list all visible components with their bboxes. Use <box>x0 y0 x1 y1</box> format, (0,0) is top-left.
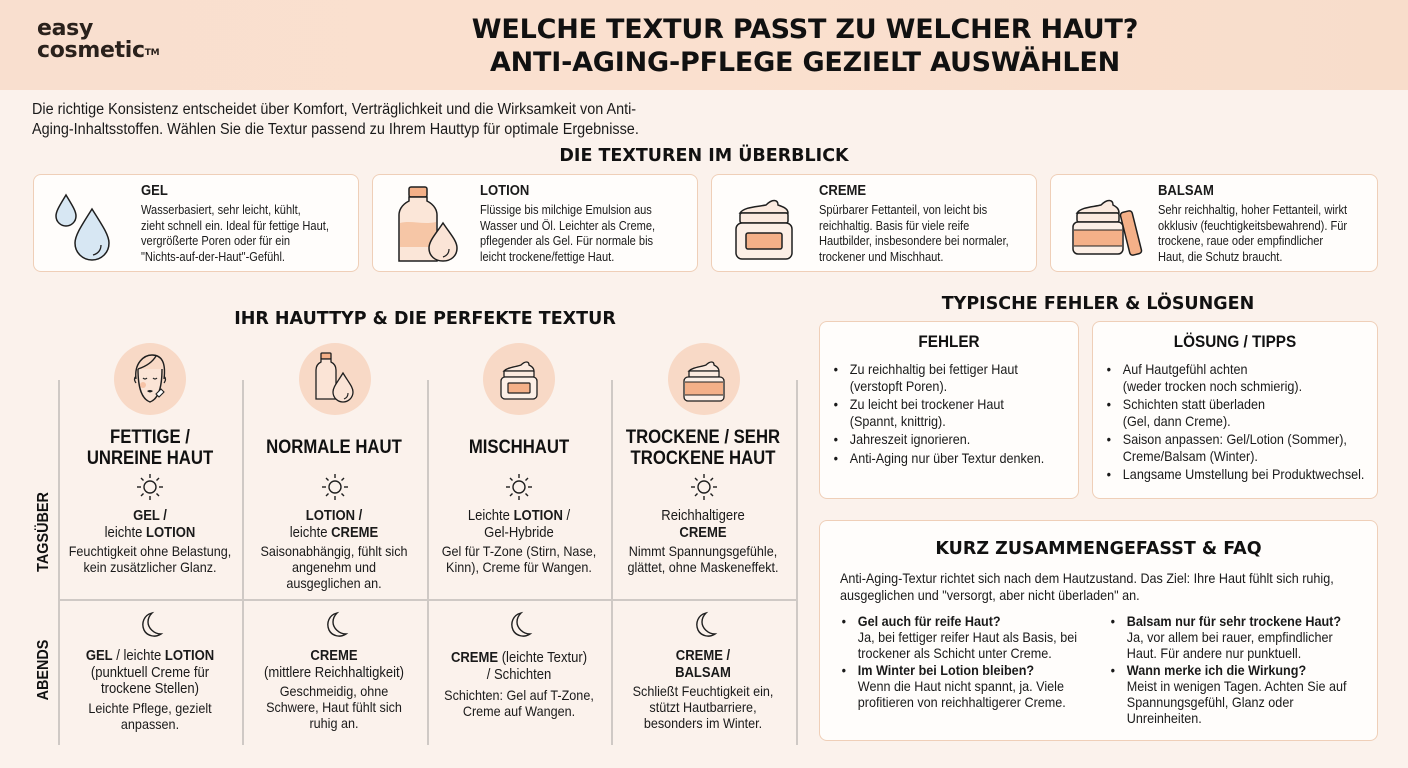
skin-icon-circle <box>483 343 555 415</box>
sun-icon <box>504 472 534 502</box>
list-item <box>1103 431 1364 464</box>
texture-description <box>1158 203 1369 265</box>
grid-divider <box>611 380 613 745</box>
errors-list <box>830 361 1044 468</box>
desc-line: Schichten: Gel auf T-Zone, <box>444 687 594 703</box>
skin-type-section-title: IHR HAUTTYP & DIE PERFEKTE TEXTUR <box>234 309 616 329</box>
moon-icon <box>320 610 350 640</box>
solutions-title: LÖSUNG / TIPPS <box>1173 332 1297 351</box>
cream-jar-icon <box>726 185 804 263</box>
skin-type-title-combination <box>438 437 600 458</box>
desc-line: Haut, die Schutz braucht. <box>1158 249 1283 264</box>
faq-question: • Im Winter bei Lotion bleiben? <box>857 661 1035 678</box>
balm-jar-open-icon <box>1065 185 1143 263</box>
texture-name: LOTION <box>480 183 530 199</box>
item-line: (weder trocken noch schmierig). <box>1122 377 1303 394</box>
page-title-line1: WELCHE TEXTUR PASST ZU WELCHER HAUT? <box>471 14 1139 45</box>
desc-line: kein zusätzlicher Glanz. <box>83 559 217 575</box>
water-drops-icon <box>48 185 126 263</box>
rec-bold: CREME <box>679 524 727 541</box>
rec-bold: CREME / <box>675 648 731 664</box>
skin-type-title-dry <box>622 427 784 469</box>
row-label-day: TAGSÜBER <box>35 492 52 572</box>
texture-description <box>480 203 691 265</box>
item-line: • Saison anpassen: Gel/Lotion (Sommer), <box>1122 431 1347 447</box>
faq-answer: Ja, bei fettiger reifer Haut als Basis, bei <box>857 629 1078 646</box>
desc-line: leicht trockene/fettige Haut. <box>480 249 615 264</box>
desc-line: trockener und Mischhaut. <box>819 249 944 264</box>
list-item <box>1103 396 1364 429</box>
desc-line: Geschmeidig, ohne <box>279 683 389 699</box>
rich-cream-jar-icon <box>668 343 740 415</box>
intro-paragraph <box>32 100 683 140</box>
page-title-line2: ANTI-AGING-PFLEGE GEZIELT AUSWÄHLEN <box>489 47 1121 78</box>
faq-item <box>1107 662 1347 727</box>
title-line: UNREINE HAUT <box>86 448 214 469</box>
moon-icon <box>504 610 534 640</box>
sun-icon <box>320 472 350 502</box>
moon-icon <box>689 610 719 640</box>
desc-line: trockene, raue oder empfindlicher <box>1158 234 1324 248</box>
page-title <box>300 13 1310 79</box>
desc-line: besonders im Winter. <box>643 715 763 731</box>
desc-line: Sehr reichhaltig, hoher Fettanteil, wirkt <box>1158 203 1348 217</box>
desc-line: stützt Hautbarriere, <box>649 699 757 715</box>
item-line: • Langsame Umstellung bei Produktwechsel. <box>1122 466 1365 482</box>
rec-bold: LOTION <box>146 524 196 541</box>
item-line: (Spannt, knittrig). <box>849 412 946 429</box>
desc-line: okklusiv (feuchtigkeitsbewahrend). Für <box>1158 218 1348 233</box>
desc-line: pflegender als Gel. Für normale bis <box>480 234 654 248</box>
rec-text: / leichte <box>112 648 165 664</box>
desc-line: Kinn), Creme für Wangen. <box>446 559 592 575</box>
list-item <box>1103 361 1364 394</box>
intro-line2: Aging-Inhaltsstoffen. Wählen Sie die Textur passend zu Ihrem Hauttyp für optimale Ergebnisse. <box>32 121 639 138</box>
faq-answer: Meist in wenigen Tagen. Achten Sie auf <box>1126 677 1347 694</box>
rec-bold: LOTION / <box>305 508 363 524</box>
bottle-drop-icon <box>387 185 465 263</box>
grid-row-divider <box>58 599 797 601</box>
skin-icon-circle <box>668 343 740 415</box>
grid-divider <box>796 380 798 745</box>
texture-card-creme <box>711 174 1037 272</box>
faq-answer: Haut. Für andere nur punktuell. <box>1126 645 1302 662</box>
desc-line: Spürbarer Fettanteil, von leicht bis <box>819 203 988 217</box>
desc-line: vergrößerte Poren oder für ein <box>141 234 291 248</box>
list-item <box>830 361 1044 394</box>
rec-text: Leichte <box>467 508 514 524</box>
item-line: • Jahreszeit ignorieren. <box>849 431 971 447</box>
desc-line: glättet, ohne Maskeneffekt. <box>627 559 779 575</box>
errors-title: FEHLER <box>918 332 980 351</box>
rec-bold: CREME <box>331 524 379 541</box>
night-recommendation-dry <box>620 648 786 731</box>
skin-icon-circle <box>114 343 186 415</box>
faq-box <box>819 520 1378 741</box>
item-line: • Schichten statt überladen <box>1122 396 1265 412</box>
faq-answer: Wenn die Haut nicht spannt, ja. Viele <box>857 677 1064 694</box>
faq-item <box>1107 613 1347 662</box>
day-recommendation-oily <box>67 508 233 575</box>
faq-intro <box>840 570 1334 603</box>
desc-line: Feuchtigkeit ohne Belastung, <box>68 543 232 559</box>
day-recommendation-normal <box>251 508 417 591</box>
intro-line: Anti-Aging-Textur richtet sich nach dem Hautzustand. Das Ziel: Ihre Haut fühlt sich ruhig, <box>840 570 1334 586</box>
faq-answer: Ja, vor allem bei rauer, empfindlicher <box>1126 629 1333 646</box>
rec-text: Reichhaltigere <box>661 508 745 524</box>
title-line: TROCKENE / SEHR <box>625 427 781 448</box>
desc-line: Gel für T-Zone (Stirn, Nase, <box>441 543 597 559</box>
list-item <box>830 396 1044 429</box>
moon-icon <box>135 610 165 640</box>
rec-text: (mittlere Reichhaltigkeit) <box>264 664 404 681</box>
skin-icon-circle <box>299 343 371 415</box>
day-recommendation-dry <box>620 508 786 575</box>
desc-line: Flüssige bis milchige Emulsion aus <box>480 203 652 217</box>
textures-section-title: DIE TEXTUREN IM ÜBERBLICK <box>559 146 849 166</box>
faq-list-right <box>1107 613 1347 726</box>
mistakes-section-title: TYPISCHE FEHLER & LÖSUNGEN <box>941 294 1255 314</box>
faq-item <box>838 613 1077 662</box>
rec-bold: BALSAM <box>675 664 731 681</box>
rec-text: Gel-Hybride <box>484 524 554 541</box>
rec-text: leichte <box>104 524 147 541</box>
texture-description <box>819 203 1030 265</box>
grid-divider <box>58 380 60 745</box>
faq-answer: Unreinheiten. <box>1126 710 1202 727</box>
rec-bold: LOTION <box>164 648 215 664</box>
rec-text: / <box>562 508 571 524</box>
item-line: (Gel, dann Creme). <box>1122 412 1231 429</box>
item-line: (verstopft Poren). <box>849 377 948 394</box>
faq-answer: trockener als Schicht unter Creme. <box>857 645 1052 662</box>
trademark-mark: TM <box>144 48 160 58</box>
desc-line: ruhig an. <box>309 715 359 731</box>
item-line: Creme/Balsam (Winter). <box>1122 447 1258 464</box>
grid-divider <box>427 380 429 745</box>
day-recommendation-combination <box>436 508 602 575</box>
bottle-drop-icon <box>299 343 371 415</box>
title-line: FETTIGE / <box>110 427 190 448</box>
item-line: • Auf Hautgefühl achten <box>1122 361 1248 377</box>
title-line: TROCKENE HAUT <box>630 448 776 469</box>
logo-text-line2: cosmetic <box>37 38 145 63</box>
faq-answer: profitieren von reichhaltigerer Creme. <box>857 694 1066 711</box>
desc-line: anpassen. <box>120 715 180 732</box>
list-item <box>830 450 1044 467</box>
rec-bold: GEL / <box>133 508 167 524</box>
desc-line: Hautbilder, insbesondere bei normaler, <box>819 234 1009 248</box>
faq-title: KURZ ZUSAMMENGEFASST & FAQ <box>935 539 1262 559</box>
faq-question: • Balsam nur für sehr trockene Haut? <box>1126 613 1342 629</box>
faq-item <box>838 662 1077 711</box>
skin-type-title-oily <box>69 427 231 469</box>
desc-line: Wasser und Öl. Leichter als Creme, <box>480 218 656 233</box>
logo-text-line1: easy <box>37 16 94 41</box>
desc-line: Leichte Pflege, gezielt <box>88 699 212 716</box>
desc-line: ausgeglichen an. <box>286 575 382 591</box>
list-item <box>830 431 1044 448</box>
desc-line: angenehm und <box>291 559 377 575</box>
face-icon <box>114 343 186 415</box>
desc-line: Saisonabhängig, fühlt sich <box>260 543 408 559</box>
rec-text: leichte <box>289 524 332 541</box>
intro-line1: Die richtige Konsistenz entscheidet über Komfort, Verträglichkeit und die Wirksamkeit von Anti- <box>32 101 637 118</box>
item-line: • Zu reichhaltig bei fettiger Haut <box>849 361 1018 377</box>
night-recommendation-combination <box>436 650 602 719</box>
skin-type-title-normal <box>253 437 415 458</box>
grid-divider <box>242 380 244 745</box>
faq-list-left <box>838 613 1077 710</box>
texture-name: BALSAM <box>1158 183 1214 199</box>
intro-line: ausgeglichen und "versorgt, aber nicht überladen" an. <box>840 586 1140 603</box>
title-line: NORMALE HAUT <box>266 437 402 458</box>
brand-logo[interactable] <box>37 18 159 62</box>
sun-icon <box>689 472 719 502</box>
texture-card-lotion <box>372 174 698 272</box>
desc-line: Schließt Feuchtigkeit ein, <box>632 683 774 699</box>
errors-box <box>819 321 1079 499</box>
desc-line: Schwere, Haut fühlt sich <box>266 699 402 715</box>
rec-bold: CREME <box>450 650 499 666</box>
desc-line: Wasserbasiert, sehr leicht, kühlt, <box>141 203 301 217</box>
desc-line: "Nichts-auf-der-Haut"-Gefühl. <box>141 249 285 264</box>
faq-question: • Wann merke ich die Wirkung? <box>1126 661 1307 678</box>
night-recommendation-oily <box>67 648 233 732</box>
texture-description <box>141 203 352 265</box>
desc-line: reichhaltig. Basis für viele reife <box>819 218 970 233</box>
rec-bold: LOTION <box>513 508 563 524</box>
sun-icon <box>135 472 165 502</box>
title-line: MISCHHAUT <box>468 437 570 458</box>
item-line: • Anti-Aging nur über Textur denken. <box>849 449 1045 466</box>
solutions-list <box>1103 361 1364 485</box>
faq-question: • Gel auch für reife Haut? <box>857 613 1001 629</box>
rec-bold: CREME <box>310 648 358 664</box>
texture-name: GEL <box>141 183 168 199</box>
rec-bold: GEL <box>85 648 113 664</box>
texture-card-balsam <box>1050 174 1378 272</box>
rec-text: (leichte Textur) <box>498 650 588 666</box>
rec-text: trockene Stellen) <box>101 681 199 697</box>
solutions-box <box>1092 321 1378 499</box>
list-item <box>1103 466 1364 483</box>
desc-line: zieht schnell ein. Ideal für fettige Haut, <box>141 218 329 233</box>
header-banner <box>0 0 1408 90</box>
night-recommendation-normal <box>251 648 417 731</box>
rec-text: (punktuell Creme für <box>90 664 210 681</box>
desc-line: Creme auf Wangen. <box>462 703 576 719</box>
texture-name: CREME <box>819 183 867 199</box>
rec-text: / Schichten <box>486 666 552 683</box>
desc-line: Nimmt Spannungsgefühle, <box>628 543 778 559</box>
faq-answer: Spannungsgefühl, Glanz oder <box>1126 694 1294 711</box>
cream-jar-icon <box>483 343 555 415</box>
row-label-night: ABENDS <box>35 639 52 701</box>
texture-card-gel <box>33 174 359 272</box>
item-line: • Zu leicht bei trockener Haut <box>849 396 1004 412</box>
